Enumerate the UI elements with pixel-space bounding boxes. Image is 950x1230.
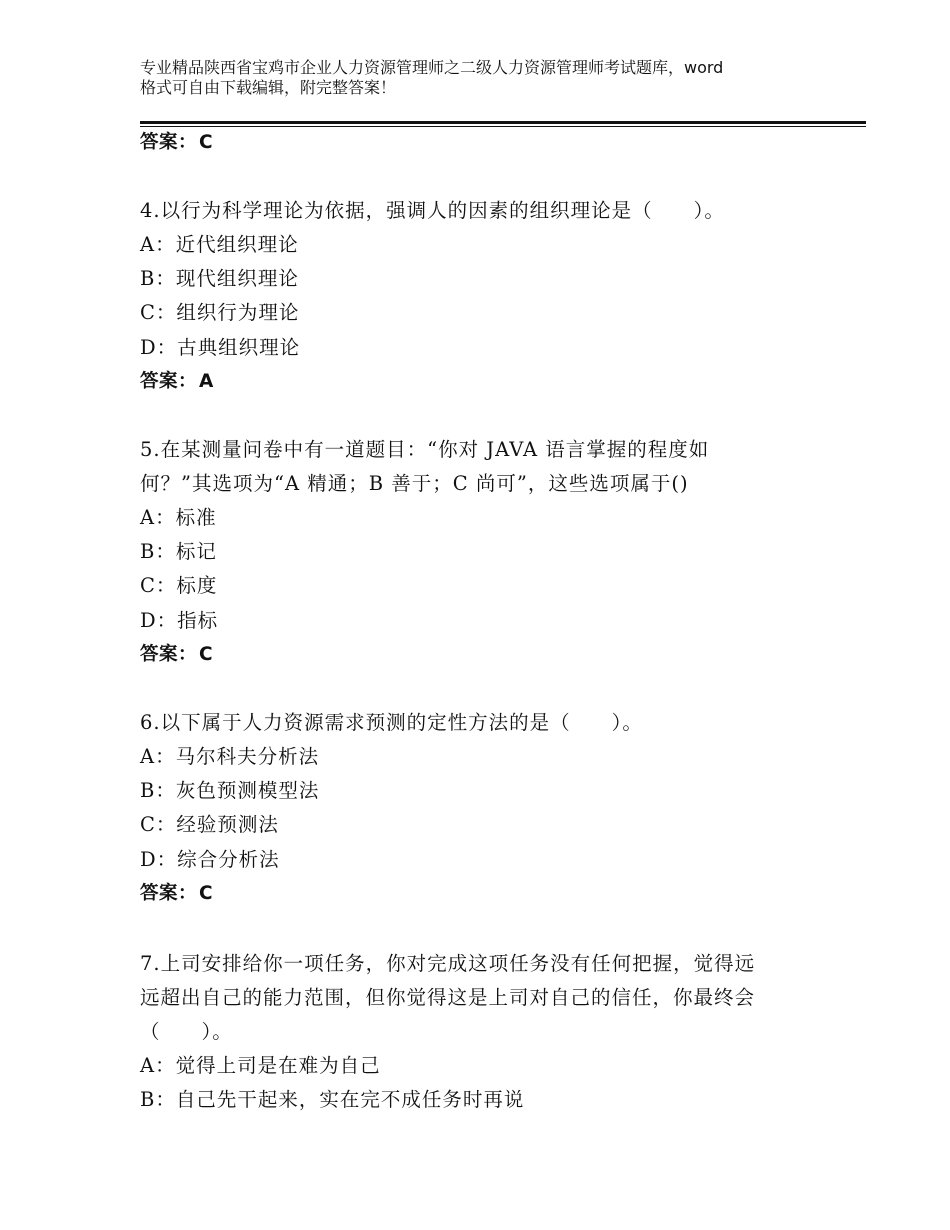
header-title-line-1: 专业精品陕西省宝鸡市企业人力资源管理师之二级人力资源管理师考试题库，word <box>140 58 724 77</box>
answer-label: 答案： <box>140 883 198 904</box>
question-answer <box>140 369 214 395</box>
answer-value: A <box>199 371 214 392</box>
question-stem-line-1: 7.上司安排给你一项任务，你对完成这项任务没有任何把握，觉得远 <box>140 952 756 975</box>
header-divider-thick <box>140 121 866 124</box>
option-c: C：经验预测法 <box>140 813 279 836</box>
option-a: A：马尔科夫分析法 <box>140 745 320 768</box>
option-b: B：现代组织理论 <box>140 267 299 290</box>
answer-value: C <box>199 883 214 904</box>
question-stem-line-1: 5.在某测量问卷中有一道题目：“你对 JAVA 语言掌握的程度如 <box>140 438 710 461</box>
option-d: D：综合分析法 <box>140 848 280 871</box>
option-a: A：近代组织理论 <box>140 233 299 256</box>
header-divider-thin <box>140 126 866 127</box>
option-c: C：标度 <box>140 574 218 597</box>
answer-label: 答案： <box>140 644 198 665</box>
answer-label: 答案： <box>140 132 198 153</box>
question-answer <box>140 881 213 907</box>
answer-label: 答案： <box>140 371 198 392</box>
question-stem-line-3: （ ）。 <box>140 1020 233 1043</box>
option-b: B：灰色预测模型法 <box>140 779 320 802</box>
question-stem-line-2: 远超出自己的能力范围，但你觉得这是上司对自己的信任，你最终会 <box>140 986 756 1009</box>
previous-answer <box>140 130 213 156</box>
answer-value: C <box>199 132 214 153</box>
question-answer <box>140 642 213 668</box>
option-a: A：觉得上司是在难为自己 <box>140 1054 381 1077</box>
question-stem: 4.以行为科学理论为依据，强调人的因素的组织理论是（ ）。 <box>140 199 725 222</box>
option-a: A：标准 <box>140 506 217 529</box>
answer-value: C <box>199 644 214 665</box>
document-header <box>140 58 840 98</box>
question-stem: 6.以下属于人力资源需求预测的定性方法的是（ ）。 <box>140 711 643 734</box>
question-stem-line-2: 何？”其选项为“A 精通；B 善于；C 尚可”，这些选项属于() <box>140 472 689 495</box>
option-d: D：古典组织理论 <box>140 336 301 359</box>
option-d: D：指标 <box>140 609 219 632</box>
option-b: B：自己先干起来，实在完不成任务时再说 <box>140 1088 525 1111</box>
option-c: C：组织行为理论 <box>140 301 300 324</box>
header-title-line-2: 格式可自由下载编辑，附完整答案！ <box>140 78 397 97</box>
option-b: B：标记 <box>140 540 217 563</box>
